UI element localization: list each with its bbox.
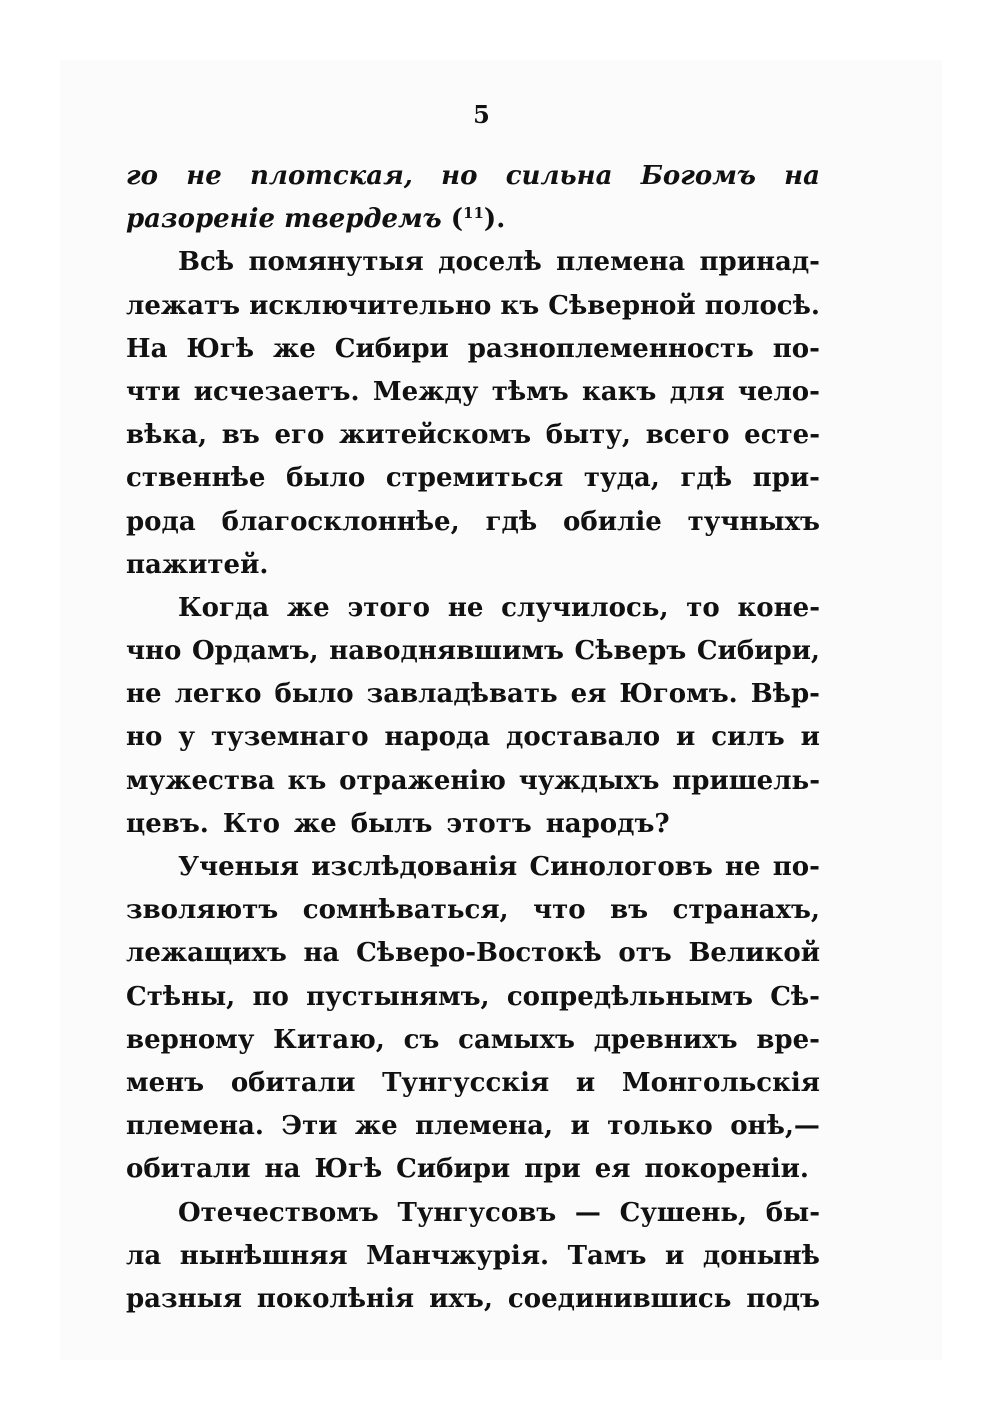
word: цевъ. bbox=[126, 808, 209, 839]
word: чуждыхъ bbox=[518, 765, 660, 796]
word: Тамъ bbox=[567, 1240, 647, 1271]
text-line bbox=[126, 889, 820, 932]
word: же bbox=[293, 808, 337, 839]
word: принад- bbox=[699, 247, 820, 278]
word: зволяютъ bbox=[126, 895, 279, 926]
word: вре- bbox=[756, 1024, 820, 1055]
word: подъ bbox=[746, 1283, 820, 1314]
word: не bbox=[186, 161, 222, 191]
word: доставало bbox=[506, 722, 661, 753]
word: быту, bbox=[545, 420, 631, 451]
word: и bbox=[676, 722, 696, 753]
text-line bbox=[126, 544, 820, 587]
word: тѣмъ bbox=[491, 376, 569, 407]
word: Югѣ bbox=[186, 333, 255, 364]
word: отраженію bbox=[339, 765, 506, 796]
word: племена bbox=[556, 247, 686, 278]
text-line bbox=[126, 198, 820, 241]
word: чело- bbox=[737, 376, 820, 407]
word: Всѣ bbox=[178, 247, 235, 278]
word: Манчжурія. bbox=[366, 1240, 550, 1271]
text-line bbox=[126, 457, 820, 500]
word: туда, bbox=[583, 463, 660, 494]
word: то bbox=[686, 592, 720, 623]
word: по bbox=[252, 981, 289, 1012]
word: полосѣ. bbox=[704, 290, 820, 321]
word: Когда bbox=[178, 592, 270, 623]
word: исключительно bbox=[249, 290, 492, 321]
word: помянутыя bbox=[248, 247, 424, 278]
word: сопредѣльнымъ bbox=[506, 981, 753, 1012]
word: ихъ, bbox=[429, 1283, 493, 1314]
word: не bbox=[447, 592, 484, 623]
text-line bbox=[126, 760, 820, 803]
text-fragment: ( bbox=[450, 204, 464, 235]
word: было bbox=[274, 679, 354, 710]
word: при- bbox=[752, 463, 820, 494]
word: менъ bbox=[126, 1067, 205, 1098]
text-line bbox=[126, 241, 820, 284]
word: только bbox=[607, 1111, 713, 1142]
word: Стѣны, bbox=[126, 981, 236, 1012]
word: житейскомъ bbox=[339, 420, 532, 451]
word: по- bbox=[772, 852, 820, 882]
text-line bbox=[126, 371, 820, 414]
word: Тунгусскія bbox=[382, 1067, 550, 1098]
word: благосклоннѣе, bbox=[221, 506, 460, 537]
word: обитали bbox=[126, 1154, 251, 1185]
word: съ bbox=[403, 1024, 440, 1055]
text-line bbox=[126, 328, 820, 371]
word: соединившись bbox=[507, 1283, 732, 1314]
word: нынѣшняя bbox=[179, 1240, 348, 1271]
text-line bbox=[126, 285, 820, 328]
word: ственнѣе bbox=[126, 463, 266, 494]
word: плотская, bbox=[250, 161, 413, 191]
text-line bbox=[126, 803, 820, 846]
word: Сибири bbox=[334, 333, 449, 364]
word: туземнаго bbox=[210, 722, 369, 753]
word: самыхъ bbox=[458, 1024, 575, 1055]
text-line bbox=[126, 1062, 820, 1105]
word: Эти bbox=[281, 1111, 338, 1142]
word: коне- bbox=[737, 592, 820, 623]
word: что bbox=[533, 895, 586, 926]
word: въ bbox=[221, 420, 260, 451]
word: Сѣверъ bbox=[574, 636, 687, 667]
word: Между bbox=[372, 376, 479, 407]
text-line bbox=[126, 1235, 820, 1278]
word: народа bbox=[384, 722, 491, 753]
word: не bbox=[724, 852, 761, 882]
text-line bbox=[126, 1278, 820, 1321]
word: разныя bbox=[126, 1283, 242, 1314]
word: чно bbox=[126, 636, 182, 667]
word: случилось, bbox=[501, 592, 669, 623]
word: Ученыя bbox=[178, 852, 299, 882]
text-line bbox=[126, 846, 820, 889]
word: бы- bbox=[765, 1197, 820, 1228]
word: странахъ, bbox=[672, 895, 820, 926]
word: силъ bbox=[711, 722, 785, 753]
word: при bbox=[524, 1154, 581, 1185]
text-line bbox=[126, 1019, 820, 1062]
word: сильна bbox=[505, 161, 613, 191]
word: — bbox=[574, 1197, 601, 1228]
word: на bbox=[784, 161, 820, 191]
word: на bbox=[303, 938, 340, 969]
word: Китаю, bbox=[273, 1024, 385, 1055]
word: племена, bbox=[415, 1111, 554, 1142]
text-line bbox=[126, 932, 820, 975]
text-line bbox=[126, 1105, 820, 1148]
page-number: 5 bbox=[473, 100, 490, 129]
word: и bbox=[665, 1240, 685, 1271]
word: но bbox=[441, 161, 478, 191]
word: Богомъ bbox=[640, 161, 756, 191]
word: покореніи. bbox=[644, 1154, 809, 1185]
word: Тунгусовъ bbox=[397, 1197, 557, 1228]
word: донынѣ bbox=[702, 1240, 820, 1271]
word: ея bbox=[570, 679, 607, 710]
word: этотъ bbox=[446, 808, 532, 839]
word: ла bbox=[126, 1240, 162, 1271]
text-line bbox=[126, 976, 820, 1019]
word: древнихъ bbox=[593, 1024, 738, 1055]
word: же bbox=[286, 592, 330, 623]
word: народъ? bbox=[545, 808, 670, 839]
text-line bbox=[126, 1148, 820, 1191]
word: всего bbox=[645, 420, 730, 451]
word: но bbox=[126, 722, 163, 753]
word: стремиться bbox=[385, 463, 564, 494]
text-line bbox=[126, 716, 820, 759]
word: пажитей. bbox=[126, 549, 269, 580]
word: Югомъ. bbox=[619, 679, 738, 710]
word: было bbox=[286, 463, 366, 494]
word: Ордамъ, bbox=[192, 636, 319, 667]
word: лежатъ bbox=[126, 290, 241, 321]
word: мужества bbox=[126, 765, 275, 796]
text-line bbox=[126, 501, 820, 544]
word: Синологовъ bbox=[529, 852, 713, 882]
word: тучныхъ bbox=[687, 506, 820, 537]
word: обитали bbox=[230, 1067, 356, 1098]
text-line bbox=[126, 155, 820, 198]
word: его bbox=[274, 420, 325, 451]
word: Сушень, bbox=[619, 1197, 748, 1228]
text-line bbox=[126, 587, 820, 630]
text-line bbox=[126, 630, 820, 673]
word: Сѣверной bbox=[548, 290, 696, 321]
word: Сибири, bbox=[696, 636, 820, 667]
word: Монгольскія bbox=[621, 1067, 820, 1098]
word: и bbox=[575, 1067, 596, 1098]
word: пустынямъ, bbox=[306, 981, 490, 1012]
word: и bbox=[570, 1111, 590, 1142]
text-line bbox=[126, 1192, 820, 1235]
word: Вѣр- bbox=[750, 679, 820, 710]
word: въ bbox=[610, 895, 649, 926]
word: го bbox=[126, 161, 158, 191]
word: гдѣ bbox=[485, 506, 538, 537]
word: онѣ,— bbox=[730, 1111, 820, 1142]
word: разноплеменность bbox=[467, 333, 754, 364]
word: же bbox=[273, 333, 316, 364]
word: ея bbox=[594, 1154, 631, 1185]
text-fragment: разореніе твердемъ bbox=[126, 204, 451, 235]
word: поколѣнія bbox=[256, 1283, 415, 1314]
body-text bbox=[126, 155, 820, 1321]
word: обиліе bbox=[563, 506, 662, 537]
word: лежащихъ bbox=[126, 938, 287, 969]
word: не bbox=[126, 679, 162, 710]
word: же bbox=[354, 1111, 398, 1142]
word: былъ bbox=[350, 808, 433, 839]
text-line bbox=[126, 673, 820, 716]
word: Сѣ- bbox=[770, 981, 820, 1012]
word: отъ bbox=[618, 938, 672, 969]
word: этого bbox=[347, 592, 431, 623]
word: изслѣдованія bbox=[311, 852, 518, 882]
word: Сѣверо-Востокѣ bbox=[356, 938, 602, 969]
word: Великой bbox=[688, 938, 820, 969]
word: Кто bbox=[222, 808, 280, 839]
word: гдѣ bbox=[680, 463, 733, 494]
text-line bbox=[126, 414, 820, 457]
word: къ bbox=[287, 765, 327, 796]
word: по- bbox=[772, 333, 820, 364]
word: чти bbox=[126, 376, 181, 407]
word: пришель- bbox=[672, 765, 820, 796]
word: Югѣ bbox=[314, 1154, 383, 1185]
word: Отечествомъ bbox=[178, 1197, 379, 1228]
word: и bbox=[800, 722, 820, 753]
word: сомнѣваться, bbox=[302, 895, 509, 926]
word: у bbox=[178, 722, 195, 753]
text-fragment: ). bbox=[483, 204, 506, 235]
word: племена. bbox=[126, 1111, 264, 1142]
word: есте- bbox=[744, 420, 820, 451]
word: наводнявшимъ bbox=[329, 636, 564, 667]
footnote-reference: 11 bbox=[463, 204, 484, 223]
word: для bbox=[669, 376, 725, 407]
word: На bbox=[126, 333, 168, 364]
word: на bbox=[264, 1154, 301, 1185]
word: Сибири bbox=[396, 1154, 511, 1185]
word: легко bbox=[174, 679, 262, 710]
word: доселѣ bbox=[438, 247, 542, 278]
word: вѣка, bbox=[126, 420, 208, 451]
word: завладѣвать bbox=[366, 679, 558, 710]
word: къ bbox=[500, 290, 540, 321]
word: рода bbox=[126, 506, 196, 537]
word: верному bbox=[126, 1024, 255, 1055]
word: какъ bbox=[582, 376, 657, 407]
word: исчезаетъ. bbox=[193, 376, 360, 407]
